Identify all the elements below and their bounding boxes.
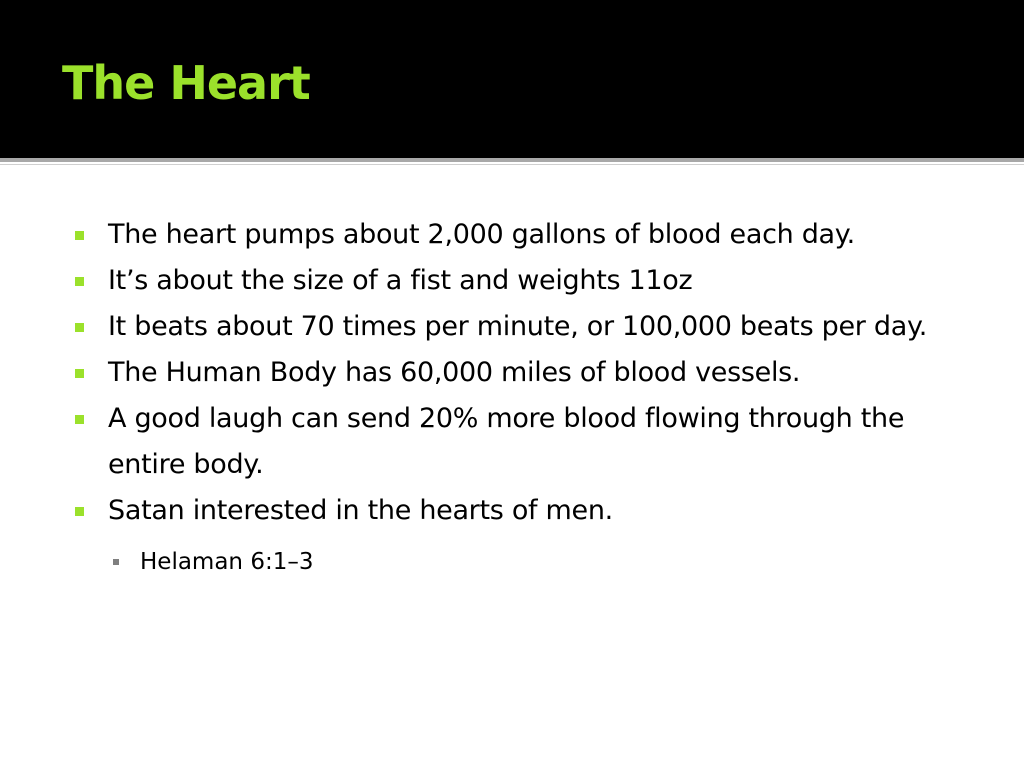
bullet-text: The Human Body has 60,000 miles of blood vessels. bbox=[108, 357, 801, 388]
green-square-icon bbox=[75, 507, 84, 516]
bullet-text: A good laugh can send 20% more blood flowing through the entire body. bbox=[108, 403, 905, 480]
bullet-text: Satan interested in the hearts of men. bbox=[108, 495, 613, 526]
green-square-icon bbox=[75, 231, 84, 240]
slide-title: The Heart bbox=[62, 56, 310, 110]
bullet-item bbox=[0, 488, 1024, 534]
green-square-icon bbox=[75, 369, 84, 378]
bullet-item bbox=[0, 396, 1024, 488]
bullet-item bbox=[0, 304, 1024, 350]
bullet-list bbox=[0, 212, 1024, 534]
bullet-item bbox=[0, 212, 1024, 258]
green-square-icon bbox=[75, 323, 84, 332]
green-square-icon bbox=[75, 415, 84, 424]
bullet-text: The heart pumps about 2,000 gallons of blood each day. bbox=[108, 219, 855, 250]
title-bar bbox=[0, 0, 1024, 158]
bullet-item bbox=[0, 258, 1024, 304]
sub-bullet-item bbox=[0, 542, 1024, 582]
green-square-icon bbox=[75, 277, 84, 286]
bullet-item bbox=[0, 350, 1024, 396]
title-divider-thin bbox=[0, 164, 1024, 165]
bullet-text: It beats about 70 times per minute, or 100,000 beats per day. bbox=[108, 311, 928, 342]
sub-bullet-text: Helaman 6:1–3 bbox=[140, 549, 314, 575]
slide-content bbox=[0, 212, 1024, 582]
gray-square-icon bbox=[113, 559, 119, 565]
bullet-text: It’s about the size of a fist and weights 11oz bbox=[108, 265, 693, 296]
